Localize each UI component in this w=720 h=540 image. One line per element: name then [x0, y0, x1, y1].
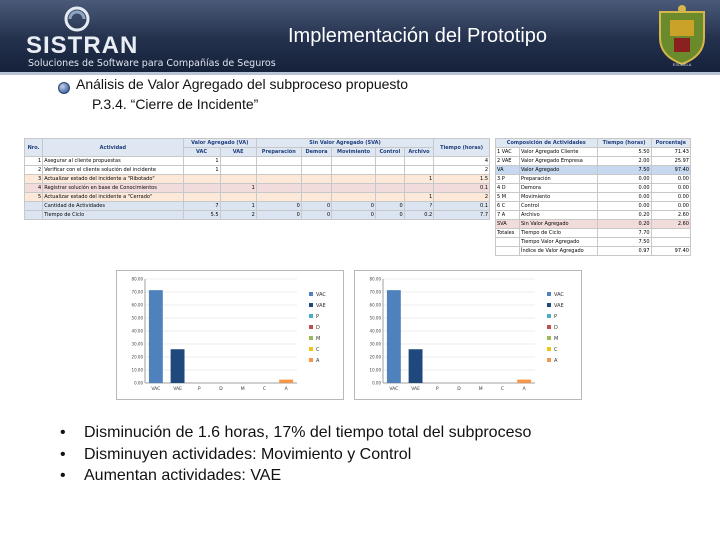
table-cell	[183, 184, 220, 193]
table-cell: 97.40	[651, 247, 690, 256]
bar	[171, 349, 185, 383]
x-tick-label: M	[478, 387, 483, 392]
table-cell	[332, 184, 376, 193]
col-subheader: VAE	[220, 148, 256, 157]
table-cell: 7.70	[597, 229, 651, 238]
table-cell: 0.00	[597, 193, 651, 202]
logo-swirl-icon	[64, 6, 90, 32]
table-cell	[496, 238, 520, 247]
table-cell: 0.00	[651, 184, 690, 193]
table-cell: 1	[25, 157, 43, 166]
y-tick-label: 80.00	[131, 276, 143, 282]
table-row	[496, 175, 691, 184]
bullet-dot: •	[60, 467, 66, 484]
table-cell: 1	[220, 202, 256, 211]
table-cell	[256, 184, 301, 193]
table-cell: 0	[375, 211, 404, 220]
col-subheader: Preparación	[256, 148, 301, 157]
legend-swatch	[309, 358, 313, 362]
table-cell: 4 D	[496, 184, 520, 193]
table-cell: Cantidad de Actividades	[43, 202, 183, 211]
table-row	[496, 247, 691, 256]
legend-label: P	[554, 314, 558, 320]
table-cell: 0.00	[651, 193, 690, 202]
table-cell	[25, 202, 43, 211]
legend-label: C	[554, 347, 558, 353]
legend-label: VAC	[316, 292, 326, 298]
y-tick-label: 20.00	[369, 354, 381, 360]
table-cell: 0	[301, 211, 331, 220]
table-cell	[375, 157, 404, 166]
table-cell: Sin Valor Agregado	[520, 220, 598, 229]
table-header-row	[25, 139, 490, 148]
table-cell: Valor Agregado	[520, 166, 598, 175]
table-cell: SVA	[496, 220, 520, 229]
col-subheader: Demora	[301, 148, 331, 157]
bar	[279, 380, 293, 383]
y-tick-label: 30.00	[369, 341, 381, 347]
round-bullet-icon	[58, 82, 70, 94]
table-cell: 1	[404, 175, 433, 184]
bar	[387, 290, 401, 383]
table-cell: 3 P	[496, 175, 520, 184]
table-cell: 5.5	[183, 211, 220, 220]
table-row	[496, 193, 691, 202]
table-cell: 0.00	[651, 202, 690, 211]
table-cell: 2.60	[651, 220, 690, 229]
table-cell: 0.20	[597, 220, 651, 229]
bar-chart-right-svg	[355, 271, 581, 399]
legend-label: VAC	[554, 292, 564, 298]
table-cell	[651, 229, 690, 238]
table-cell	[301, 157, 331, 166]
legend-swatch	[309, 325, 313, 329]
table-cell	[183, 193, 220, 202]
x-tick-label: VAE	[173, 387, 182, 392]
table-cell: Demora	[520, 184, 598, 193]
table-cell: Control	[520, 202, 598, 211]
x-tick-label: P	[435, 387, 439, 392]
table-row	[25, 193, 490, 202]
legend-label: VAE	[554, 303, 564, 309]
table-cell: 2.00	[597, 157, 651, 166]
table-cell: Preparación	[520, 175, 598, 184]
y-tick-label: 60.00	[131, 302, 143, 308]
composition-table	[495, 138, 691, 256]
table-cell: 0	[332, 211, 376, 220]
legend-label: VAE	[316, 303, 326, 309]
table-row	[496, 157, 691, 166]
table-cell	[220, 157, 256, 166]
legend-label: M	[554, 336, 559, 342]
table-cell	[220, 175, 256, 184]
table-cell: 2	[434, 193, 490, 202]
y-tick-label: 80.00	[369, 276, 381, 282]
table-cycle-row	[25, 211, 490, 220]
table-cell	[183, 175, 220, 184]
table-cell: 2	[220, 211, 256, 220]
logo-name: SISTRAN	[26, 32, 139, 59]
table-row	[25, 166, 490, 175]
table-cell: 0.2	[404, 211, 433, 220]
logo-tagline: Soluciones de Software para Compañías de Seguros	[28, 58, 276, 69]
legend-swatch	[547, 336, 551, 340]
legend-swatch	[547, 303, 551, 307]
table-row	[496, 184, 691, 193]
col-header: Nro.	[25, 139, 43, 157]
bar-chart-left-svg	[117, 271, 343, 399]
table-cell: 0.20	[597, 211, 651, 220]
x-tick-label: D	[219, 387, 223, 392]
bar	[149, 290, 163, 383]
table-cell: 4	[25, 184, 43, 193]
table-cell: Asegurar al cliente propuestas	[43, 157, 183, 166]
legend-label: D	[554, 325, 558, 331]
table-cell	[301, 184, 331, 193]
legend-label: A	[554, 358, 558, 364]
x-tick-label: P	[197, 387, 201, 392]
table-cell	[301, 193, 331, 202]
table-cell	[256, 157, 301, 166]
table-cell: Movimiento	[520, 193, 598, 202]
table-cell: 1 VAC	[496, 148, 520, 157]
legend-swatch	[309, 347, 313, 351]
x-tick-label: C	[500, 387, 505, 392]
sistran-logo	[6, 2, 286, 70]
legend-label: P	[316, 314, 320, 320]
table-row	[496, 202, 691, 211]
table-cell	[375, 175, 404, 184]
legend-swatch	[309, 292, 313, 296]
activity-table	[24, 138, 490, 220]
table-row	[496, 220, 691, 229]
x-tick-label: C	[262, 387, 267, 392]
x-tick-label: D	[457, 387, 461, 392]
table-cell: 5.50	[597, 148, 651, 157]
table-cell	[220, 166, 256, 175]
y-tick-label: 10.00	[369, 367, 381, 373]
table-cell: Verificar con el cliente solución del incidente	[43, 166, 183, 175]
table-cell	[404, 166, 433, 175]
table-header-row	[496, 139, 691, 148]
table-row	[25, 157, 490, 166]
table-cell: 1	[220, 184, 256, 193]
slide-header	[0, 0, 720, 72]
y-tick-label: 10.00	[131, 367, 143, 373]
table-cell	[256, 193, 301, 202]
col-header: Actividad	[43, 139, 183, 157]
table-cell: Actualizar estado del incidente a "Ribotado"	[43, 175, 183, 184]
bar	[409, 349, 423, 383]
table-cell: 0	[375, 202, 404, 211]
table-cell: Tiempo de Ciclo	[520, 229, 598, 238]
table-cell: 1	[183, 166, 220, 175]
col-header: Sin Valor Agregado (SVA)	[256, 139, 433, 148]
y-tick-label: 0.00	[134, 380, 143, 386]
table-row	[25, 175, 490, 184]
table-cell: 7.7	[434, 211, 490, 220]
x-tick-label: VAE	[411, 387, 420, 392]
table-cell	[220, 193, 256, 202]
header-divider	[0, 72, 720, 75]
table-cell: 0	[301, 202, 331, 211]
y-tick-label: 50.00	[131, 315, 143, 321]
legend-label: A	[316, 358, 320, 364]
table-cell: VA	[496, 166, 520, 175]
table-cell: 0	[256, 202, 301, 211]
table-cell: Índice de Valor Agregado	[520, 247, 598, 256]
table-cell: 5	[25, 193, 43, 202]
legend-label: M	[316, 336, 321, 342]
table-cell	[301, 166, 331, 175]
table-cell: 0	[256, 211, 301, 220]
legend-swatch	[547, 314, 551, 318]
x-tick-label: A	[522, 387, 526, 392]
x-tick-label: VAC	[151, 387, 161, 392]
legend-swatch	[309, 336, 313, 340]
crest-caption: ESCUELA	[672, 62, 692, 67]
subtitle-line-1: Análisis de Valor Agregado del subproceso propuesto	[76, 76, 409, 92]
legend-label: D	[316, 325, 320, 331]
col-header: Tiempo (horas)	[597, 139, 651, 148]
table-row	[496, 211, 691, 220]
table-cell: 0.00	[651, 175, 690, 184]
table-cell	[301, 175, 331, 184]
legend-label: C	[316, 347, 320, 353]
legend-swatch	[547, 292, 551, 296]
table-cell: 0.97	[597, 247, 651, 256]
table-cell: Registrar solución en base de Conocimientos	[43, 184, 183, 193]
col-subheader: VAC	[183, 148, 220, 157]
table-cell: ?	[404, 202, 433, 211]
bar-chart-right	[354, 270, 582, 400]
table-cell: 2 VAE	[496, 157, 520, 166]
table-cell: Valor Agregado Empresa	[520, 157, 598, 166]
y-tick-label: 20.00	[131, 354, 143, 360]
table-cell: 3	[25, 175, 43, 184]
table-cell: 97.40	[651, 166, 690, 175]
table-cell	[25, 211, 43, 220]
y-tick-label: 60.00	[369, 302, 381, 308]
table-cell	[332, 157, 376, 166]
bar	[517, 380, 531, 383]
table-cell: 0.1	[434, 184, 490, 193]
table-cell: 2	[434, 166, 490, 175]
table-cell: Tiempo Valor Agregado	[520, 238, 598, 247]
bullet-text: Disminuyen actividades: Movimiento y Control	[84, 446, 412, 463]
y-tick-label: 30.00	[131, 341, 143, 347]
table-cell: 0.00	[597, 184, 651, 193]
table-total-row	[25, 202, 490, 211]
table-cell: 6 C	[496, 202, 520, 211]
table-cell: Totales	[496, 229, 520, 238]
x-tick-label: M	[240, 387, 245, 392]
table-cell	[651, 238, 690, 247]
legend-swatch	[309, 314, 313, 318]
legend-swatch	[547, 358, 551, 362]
table-cell	[496, 247, 520, 256]
table-cell: 0.00	[597, 175, 651, 184]
table-cell: 7.50	[597, 166, 651, 175]
y-tick-label: 40.00	[369, 328, 381, 334]
table-row	[496, 148, 691, 157]
table-cell: 0.00	[597, 202, 651, 211]
table-cell	[404, 184, 433, 193]
table-row	[496, 166, 691, 175]
table-cell	[332, 193, 376, 202]
table-cell: 7	[183, 202, 220, 211]
y-tick-label: 70.00	[131, 289, 143, 295]
table-cell: 5 M	[496, 193, 520, 202]
slide-title: Implementación del Prototipo	[288, 25, 548, 47]
table-cell: Valor Agregado Cliente	[520, 148, 598, 157]
col-header: Tiempo (horas)	[434, 139, 490, 157]
col-header: Porcentaje	[651, 139, 690, 148]
table-cell: 4	[434, 157, 490, 166]
y-tick-label: 40.00	[131, 328, 143, 334]
bullet-text: Aumentan actividades: VAE	[84, 467, 282, 484]
table-cell	[404, 157, 433, 166]
table-cell: 0.1	[434, 202, 490, 211]
table-cell	[375, 166, 404, 175]
table-cell: 2	[25, 166, 43, 175]
table-row	[496, 229, 691, 238]
table-cell: Archivo	[520, 211, 598, 220]
table-cell: 1.5	[434, 175, 490, 184]
col-header: Valor Agregado (VA)	[183, 139, 256, 148]
table-cell: Actualizar estado del incidente a "Cerrado"	[43, 193, 183, 202]
col-header: Composición de Actividades	[496, 139, 598, 148]
legend-swatch	[309, 303, 313, 307]
bullet-text: Disminución de 1.6 horas, 17% del tiempo total del subproceso	[84, 424, 532, 441]
table-cell: Tiempo de Ciclo	[43, 211, 183, 220]
table-cell	[375, 184, 404, 193]
table-cell: 1	[404, 193, 433, 202]
table-cell: 71.43	[651, 148, 690, 157]
x-tick-label: A	[284, 387, 288, 392]
y-tick-label: 0.00	[372, 380, 381, 386]
table-cell: 2.60	[651, 211, 690, 220]
bar-chart-left	[116, 270, 344, 400]
table-cell	[256, 166, 301, 175]
table-cell	[332, 166, 376, 175]
table-cell: 0	[332, 202, 376, 211]
table-cell: 7.50	[597, 238, 651, 247]
bullet-dot: •	[60, 446, 66, 463]
table-cell	[375, 193, 404, 202]
table-row	[496, 238, 691, 247]
x-tick-label: VAC	[389, 387, 399, 392]
table-row	[25, 184, 490, 193]
col-subheader: Archivo	[404, 148, 433, 157]
col-subheader: Movimiento	[332, 148, 376, 157]
col-subheader: Control	[375, 148, 404, 157]
subtitle-line-2: P.3.4. “Cierre de Incidente”	[92, 96, 259, 112]
legend-swatch	[547, 325, 551, 329]
table-cell: 25.97	[651, 157, 690, 166]
y-tick-label: 70.00	[369, 289, 381, 295]
table-cell	[332, 175, 376, 184]
legend-swatch	[547, 347, 551, 351]
bullet-dot: •	[60, 424, 66, 441]
y-tick-label: 50.00	[369, 315, 381, 321]
school-crest-icon	[652, 4, 712, 68]
table-cell: 7 A	[496, 211, 520, 220]
table-cell	[256, 175, 301, 184]
table-cell: 1	[183, 157, 220, 166]
